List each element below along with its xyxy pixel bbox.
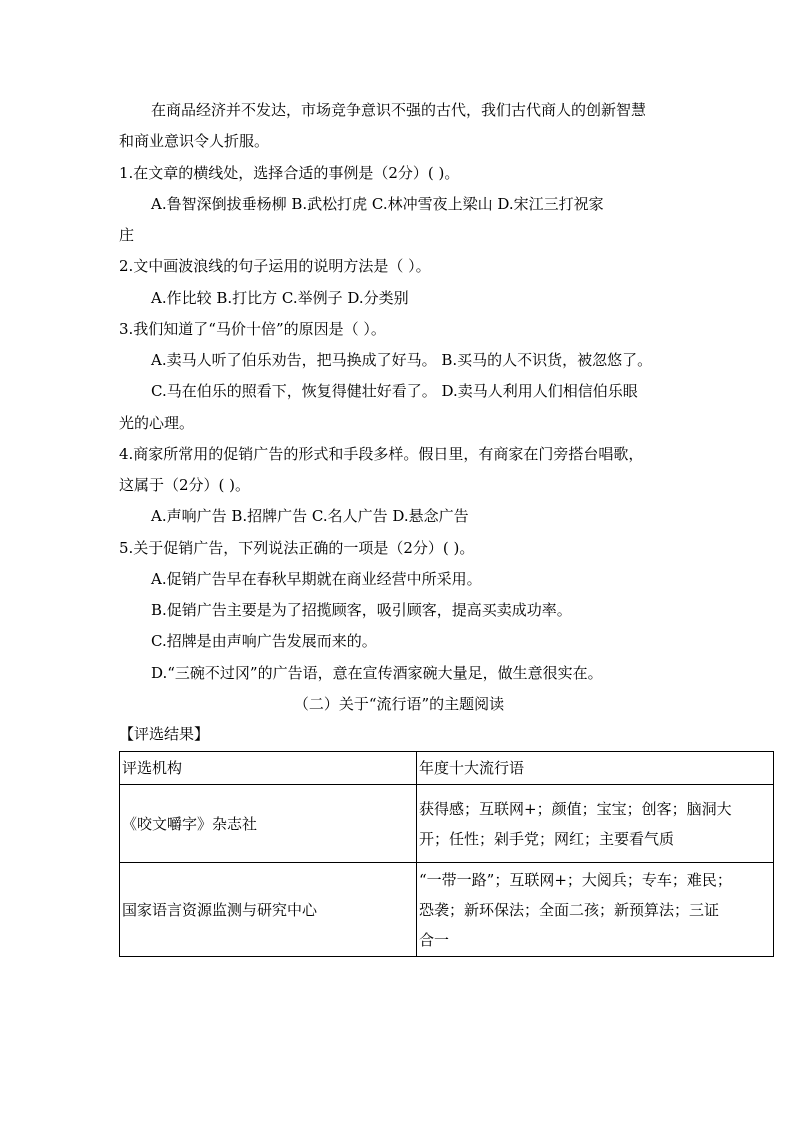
question-5-option-b: B.促销广告主要是为了招揽顾客，吸引顾客，提高买卖成功率。 [151, 601, 572, 619]
section-title: （二）关于“流行语”的主题阅读 [293, 695, 505, 713]
words-cell [417, 863, 774, 957]
question-2-options: A.作比较 B.打比方 C.举例子 D.分类别 [151, 289, 409, 307]
question-5-option-a: A.促销广告早在春秋早期就在商业经营中所采用。 [151, 570, 482, 588]
table-header-row [120, 752, 774, 785]
question-3-options-continuation: 光的心理。 [119, 414, 195, 432]
passage-line-1: 在商品经济并不发达，市场竞争意识不强的古代，我们古代商人的创新智慧 [151, 101, 647, 119]
question-1-stem: 1.在文章的横线处，选择合适的事例是（2分）( )。 [119, 164, 460, 182]
org-cell: 国家语言资源监测与研究中心 [120, 863, 417, 957]
header-words: 年度十大流行语 [417, 752, 774, 785]
question-5-stem: 5.关于促销广告，下列说法正确的一项是（2分）( )。 [119, 539, 475, 557]
words-cell [417, 785, 774, 863]
header-org: 评选机构 [120, 752, 417, 785]
results-table [119, 751, 774, 957]
question-1-options-continuation: 庄 [119, 226, 135, 244]
question-4-stem-2: 这属于（2分）( )。 [119, 476, 251, 494]
words-line: 合一 [419, 930, 450, 949]
words-line: “一带一路”；互联网+；大阅兵；专车；难民； [419, 870, 732, 889]
words-line: 开；任性；剁手党；网红；主要看气质 [419, 829, 675, 848]
question-5-option-c: C.招牌是由声响广告发展而来的。 [151, 632, 377, 650]
words-line: 恐袭；新环保法；全面二孩；新预算法；三证 [419, 900, 720, 919]
passage-line-2: 和商业意识令人折服。 [119, 132, 270, 150]
question-2-stem: 2.文中画波浪线的句子运用的说明方法是（ ）。 [119, 257, 431, 275]
question-3-options-line-2: C.马在伯乐的照看下，恢复得健壮好看了。 D.卖马人利用人们相信伯乐眼 [151, 382, 638, 400]
words-line: 获得感；互联网+；颜值；宝宝；创客；脑洞大 [419, 799, 732, 818]
question-3-options-line-1: A.卖马人听了伯乐劝告，把马换成了好马。 B.买马的人不识货，被忽悠了。 [151, 351, 653, 369]
table-row [120, 785, 774, 863]
question-3-stem: 3.我们知道了“马价十倍”的原因是（ ）。 [119, 320, 386, 338]
org-cell: 《咬文嚼字》杂志社 [120, 785, 417, 863]
results-heading: 【评选结果】 [119, 725, 210, 743]
question-4-stem: 4.商家所常用的促销广告的形式和手段多样。假日里，有商家在门旁搭台唱歌， [119, 445, 644, 463]
question-5-option-d: D.“三碗不过冈”的广告语，意在宣传酒家碗大量足，做生意很实在。 [151, 664, 603, 682]
question-1-options: A.鲁智深倒拔垂杨柳 B.武松打虎 C.林冲雪夜上梁山 D.宋江三打祝家 [151, 195, 604, 213]
question-4-options: A.声响广告 B.招牌广告 C.名人广告 D.悬念广告 [151, 507, 469, 525]
table-row [120, 863, 774, 957]
